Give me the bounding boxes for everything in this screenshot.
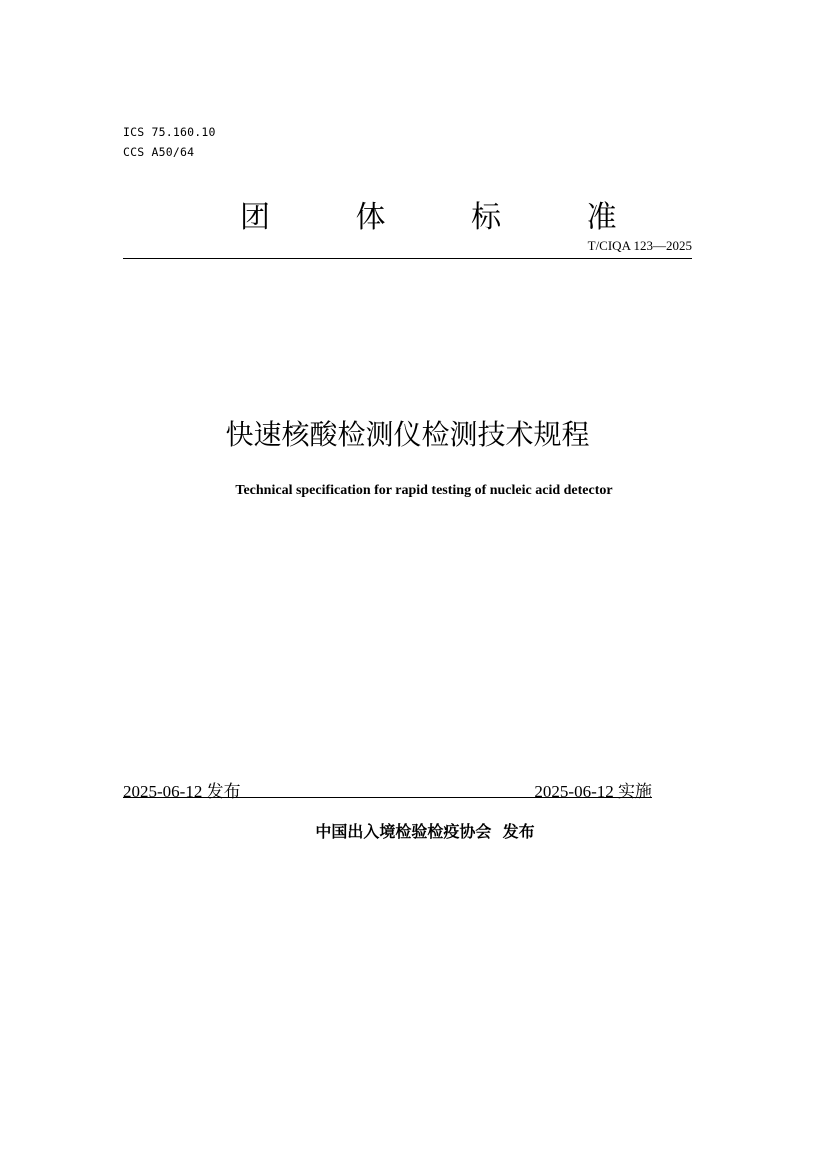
ics-code: ICS 75.160.10 <box>123 125 216 139</box>
publisher-line: 中国出入境检验检疫协会 发布 <box>315 822 535 841</box>
classification-codes <box>123 122 216 162</box>
document-title-english: Technical specification for rapid testing of nucleic acid detector <box>235 483 613 498</box>
date-divider <box>123 797 652 798</box>
implementation-date: 2025-06-12 实施 <box>534 782 652 801</box>
document-title-chinese: 快速核酸检测仪检测技术规程 <box>225 418 590 451</box>
issue-date: 2025-06-12 发布 <box>123 782 241 801</box>
standard-number: T/CIQA 123—2025 <box>587 238 692 253</box>
header-divider <box>123 258 692 259</box>
standard-type-heading: 团 体 标 准 <box>240 200 655 235</box>
ccs-code: CCS A50/64 <box>123 145 195 159</box>
